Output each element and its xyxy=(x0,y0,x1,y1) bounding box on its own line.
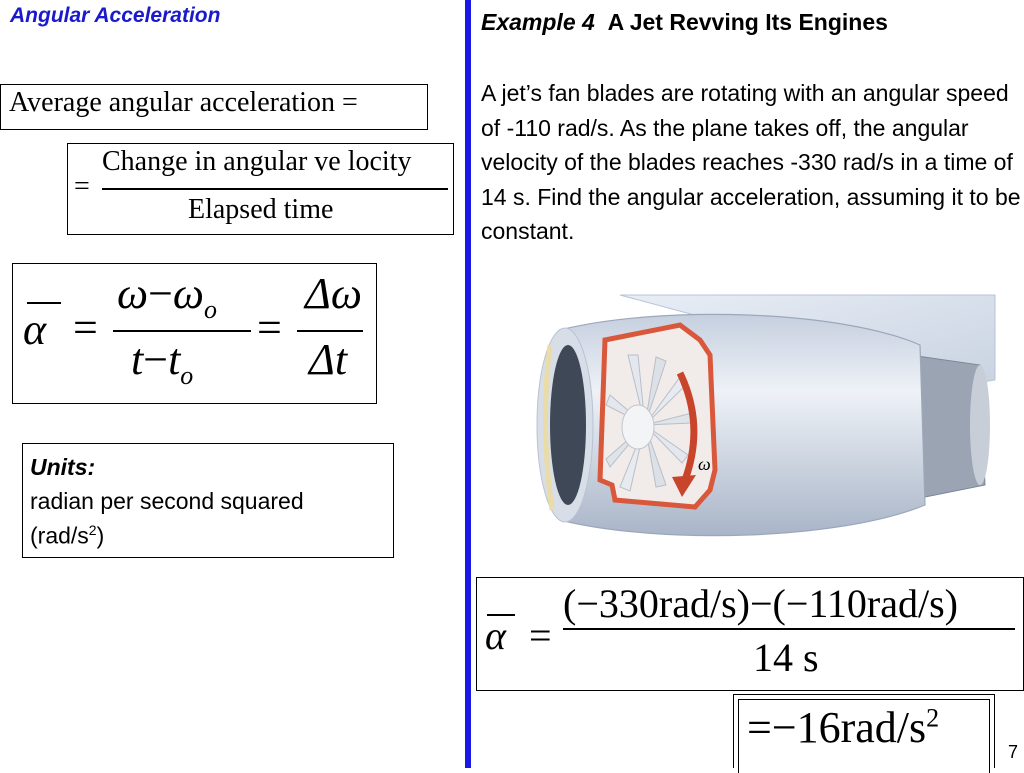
equals-sign: = xyxy=(529,613,552,658)
result-inner-frame xyxy=(738,699,990,773)
units-box xyxy=(22,443,394,558)
example-heading xyxy=(481,9,888,36)
fraction-bar xyxy=(297,330,363,332)
example-label: Example 4 xyxy=(481,9,595,35)
slide-title: Angular Acceleration xyxy=(10,4,221,27)
fraction-bar xyxy=(563,628,1015,630)
problem-statement: A jet’s fan blades are rotating with an angular speed of -110 rad/s. As the plane takes off, the angular velocity of the blades reaches -330 rad/s in a time of 14 s. Find the angular acceleration, assuming it to be constant. xyxy=(481,80,1021,244)
equals-sign: = xyxy=(257,303,282,352)
t-minus-t0: $t-t_o$ xyxy=(131,335,194,390)
result-text: $=-16rad/s^2$ xyxy=(747,703,940,752)
omega-minus-omega0: $\omega-\omega_o$ xyxy=(117,269,217,324)
units-line1: radian per second squared xyxy=(30,488,304,514)
calculation-denominator: 14 s xyxy=(753,635,819,680)
average-definition-box xyxy=(0,84,428,130)
alpha-symbol: α xyxy=(23,305,47,354)
omega-label: ω xyxy=(698,454,711,474)
average-definition-text: Average angular acceleration = xyxy=(9,87,358,118)
ratio-equals: = xyxy=(74,171,90,202)
ratio-numerator: Change in angular ve locity xyxy=(102,146,412,177)
intake-opening xyxy=(550,345,586,505)
result-box xyxy=(733,694,995,768)
fraction-bar xyxy=(113,330,251,332)
alpha-formula-box xyxy=(12,263,377,404)
column-divider xyxy=(465,0,471,768)
units-line2: $(rad/s^2)$ xyxy=(30,522,105,549)
equals-sign: = xyxy=(73,303,98,352)
jet-engine-illustration xyxy=(520,285,1000,550)
example-title: A Jet Revving Its Engines xyxy=(607,9,888,35)
fraction-bar xyxy=(102,188,448,190)
ratio-definition-box xyxy=(67,143,454,235)
alpha-symbol: α xyxy=(485,613,506,658)
spinner-cone xyxy=(622,405,654,449)
page-number: 7 xyxy=(1008,742,1019,762)
units-label: Units: xyxy=(30,454,96,480)
calculation-numerator: (−330rad/s)−(−110rad/s) xyxy=(563,581,958,626)
delta-omega: Δω xyxy=(305,269,362,318)
calculation-box xyxy=(476,577,1024,691)
ratio-denominator: Elapsed time xyxy=(188,194,334,225)
delta-t: Δt xyxy=(309,335,348,384)
exhaust-cone xyxy=(970,365,990,485)
